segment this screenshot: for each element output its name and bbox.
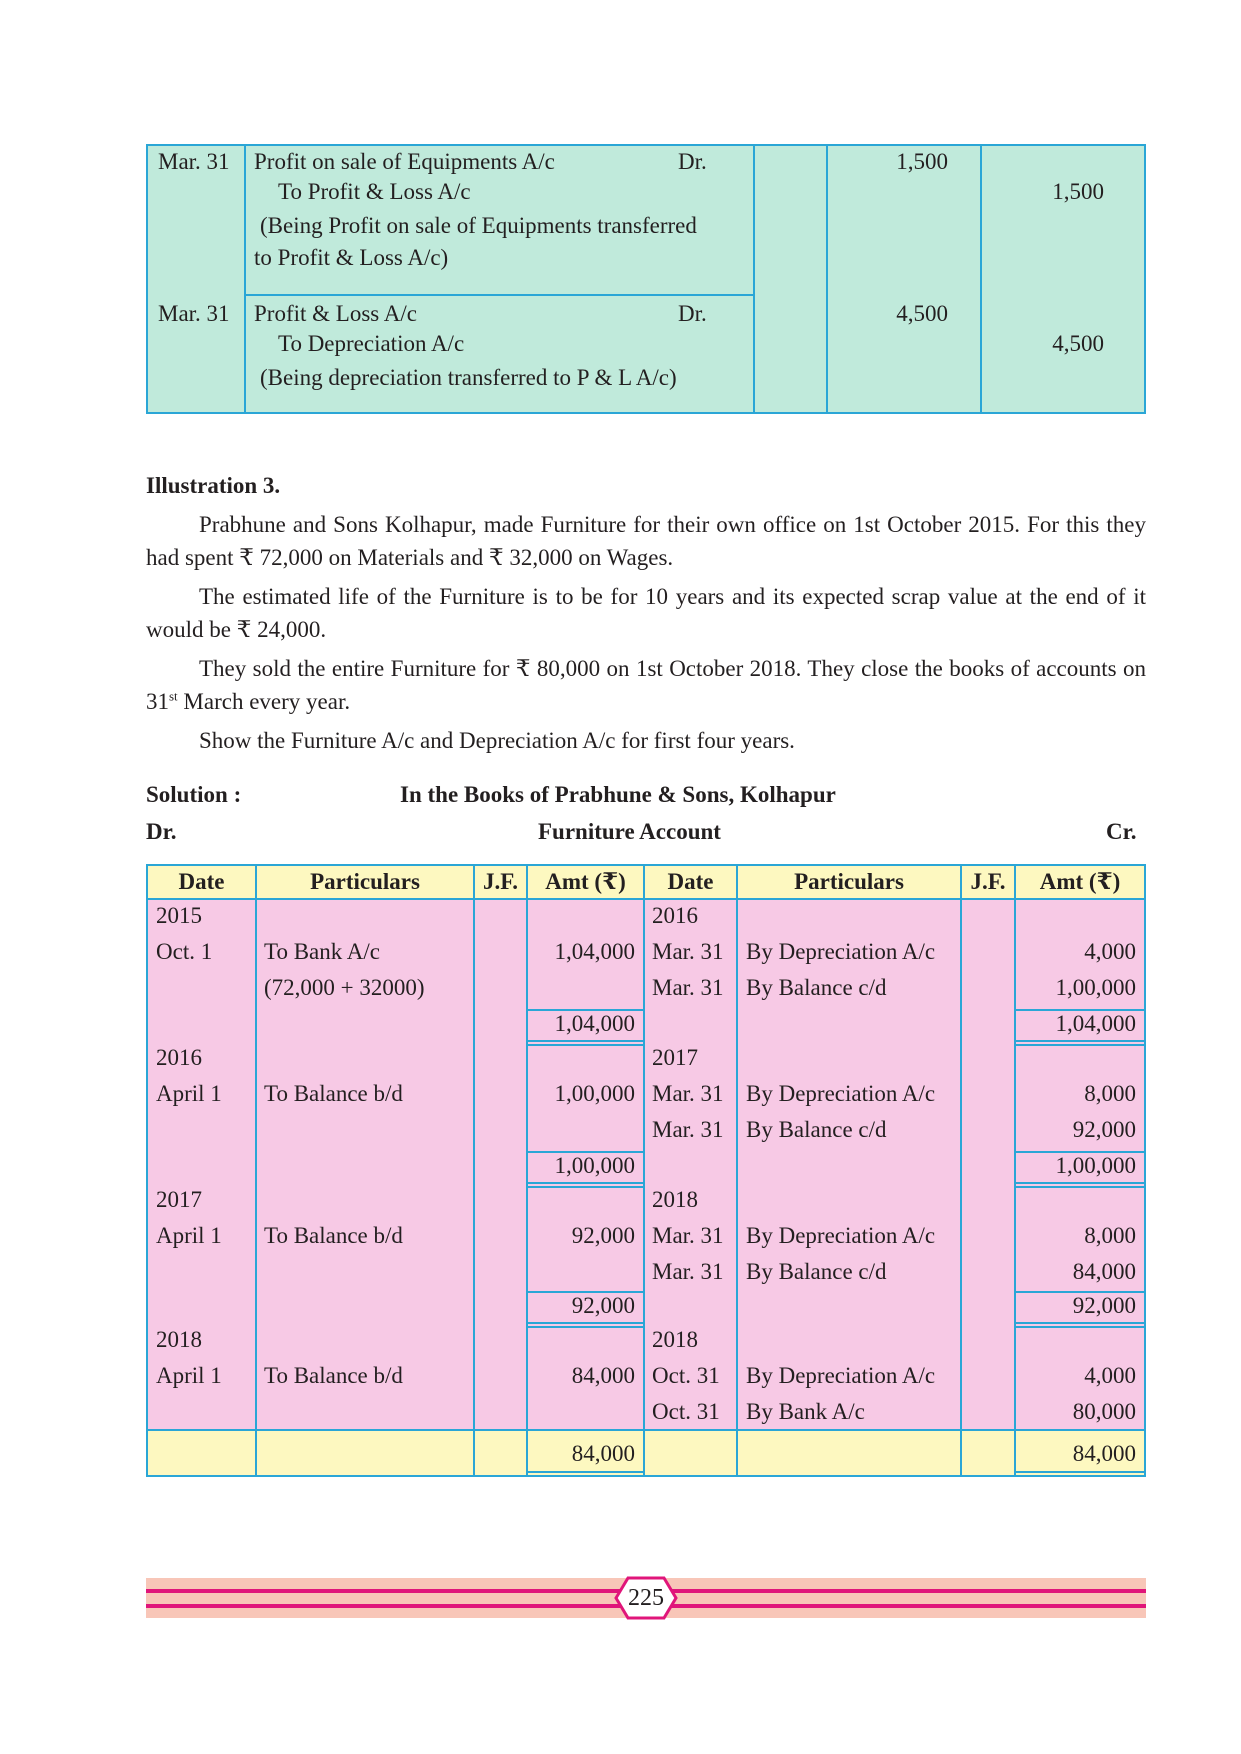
header-particulars: Particulars <box>310 869 420 894</box>
ledger-total: 84,000 <box>571 1441 635 1466</box>
subtotal-rule <box>1016 1182 1144 1184</box>
ledger-year: 2018 <box>156 1327 202 1352</box>
ledger-date: April 1 <box>156 1223 222 1248</box>
ledger-date: April 1 <box>156 1363 222 1388</box>
ledger-amount: 1,00,000 <box>1055 975 1136 1000</box>
ledger-date: Oct. 31 <box>652 1399 720 1424</box>
journal-debit-amount: 1,500 <box>896 149 948 174</box>
ledger-date: Oct. 1 <box>156 939 213 964</box>
ledger-date: Mar. 31 <box>652 1117 724 1142</box>
subtotal-rule <box>1016 1186 1144 1188</box>
page-number: 225 <box>628 1585 664 1611</box>
ledger-particulars: By Depreciation A/c <box>746 1223 936 1248</box>
header-amount: Amt (₹) <box>1039 869 1121 894</box>
ledger-total: 1,00,000 <box>1055 1153 1136 1178</box>
header-amount: Amt (₹) <box>545 869 626 894</box>
journal-col-divider <box>244 146 246 412</box>
ledger-total: 84,000 <box>1072 1441 1136 1466</box>
ledger-particulars: By Balance c/d <box>746 1117 887 1142</box>
cr-label: Cr. <box>1106 819 1137 844</box>
ledger-particulars: By Bank A/c <box>746 1399 865 1424</box>
subtotal-rule <box>528 1471 643 1473</box>
solution-label: Solution : <box>146 782 242 807</box>
ledger-total: 92,000 <box>571 1293 635 1318</box>
header-date: Date <box>667 869 714 894</box>
ledger-date: Mar. 31 <box>652 975 724 1000</box>
journal-col-divider <box>753 146 755 412</box>
paragraph-text: The estimated life of the Furniture is to be for 10 years and its expected scrap value at the end of it would be ₹ 24,000. <box>146 584 1146 642</box>
books-title: In the Books of Prabhune & Sons, Kolhapur <box>400 782 836 807</box>
journal-narration: (Being depreciation transferred to P & L A/c) <box>260 365 677 390</box>
ledger-amount: 84,000 <box>571 1363 635 1388</box>
ledger-total: 92,000 <box>1072 1293 1136 1318</box>
ledger-date: Mar. 31 <box>652 1081 724 1106</box>
ledger-year: 2016 <box>156 1045 202 1070</box>
header-jf: J.F. <box>483 869 518 894</box>
ledger-year: 2015 <box>156 903 202 928</box>
ledger-date: Mar. 31 <box>652 1259 724 1284</box>
superscript: st <box>169 688 178 704</box>
ledger-amount: 1,04,000 <box>554 939 635 964</box>
journal-date: Mar. 31 <box>158 149 230 174</box>
illustration-paragraph <box>146 508 1146 574</box>
journal-col-divider <box>826 146 828 412</box>
subtotal-rule <box>528 1326 643 1328</box>
ledger-date: Mar. 31 <box>652 1223 724 1248</box>
ledger-year: 2017 <box>652 1045 698 1070</box>
account-title: Furniture Account <box>538 819 721 844</box>
journal-credit-account: To Depreciation A/c <box>278 331 465 356</box>
ledger-particulars: By Depreciation A/c <box>746 939 936 964</box>
ledger-total: 1,04,000 <box>1055 1011 1136 1036</box>
subtotal-rule <box>528 1040 643 1042</box>
subtotal-rule <box>528 1186 643 1188</box>
ledger-amount: 8,000 <box>1084 1223 1136 1248</box>
subtotal-rule <box>1016 1471 1144 1473</box>
journal-narration: to Profit & Loss A/c) <box>254 245 449 270</box>
header-jf: J.F. <box>970 869 1006 894</box>
ledger-particulars: By Depreciation A/c <box>746 1081 936 1106</box>
ledger-amount: 84,000 <box>1072 1259 1136 1284</box>
paragraph-text <box>146 652 1146 718</box>
ledger-particulars: By Balance c/d <box>746 1259 887 1284</box>
subtotal-rule <box>528 1182 643 1184</box>
journal-narration: (Being Profit on sale of Equipments transferred <box>260 213 697 238</box>
subtotal-rule <box>1016 1326 1144 1328</box>
journal-dr-label: Dr. <box>678 149 707 174</box>
journal-credit-amount: 1,500 <box>1052 179 1104 204</box>
journal-row-divider <box>244 294 755 296</box>
illustration-paragraph <box>146 580 1146 646</box>
ledger-amount: 4,000 <box>1084 1363 1136 1388</box>
paragraph-text-part: They sold the entire Furniture for ₹ 80,000 on 1st October 2018. They close the books of accounts on 31 <box>146 656 1146 714</box>
ledger-date: Oct. 31 <box>652 1363 720 1388</box>
illustration-paragraph <box>146 724 1146 757</box>
header-particulars: Particulars <box>794 869 904 894</box>
ledger-total-row <box>148 1429 1144 1475</box>
journal-dr-label: Dr. <box>678 301 707 326</box>
ledger-year: 2016 <box>652 903 698 928</box>
ledger-particulars: By Balance c/d <box>746 975 887 1000</box>
ledger-particulars: (72,000 + 32000) <box>264 975 425 1000</box>
ledger-date: April 1 <box>156 1081 222 1106</box>
dr-label: Dr. <box>146 819 177 844</box>
ledger-total: 1,04,000 <box>554 1011 635 1036</box>
ledger-col-divider <box>643 866 645 1475</box>
paragraph-text: Prabhune and Sons Kolhapur, made Furniture for their own office on 1st October 2015. For this they had spent ₹ 72,000 on Materials and ₹ 32,000 on Wages. <box>146 512 1146 570</box>
journal-table <box>146 144 1146 414</box>
ledger-particulars: To Balance b/d <box>264 1081 403 1106</box>
subtotal-rule <box>1016 1322 1144 1324</box>
ledger-col-divider <box>960 866 962 1475</box>
subtotal-rule <box>1016 1044 1144 1046</box>
journal-debit-amount: 4,500 <box>896 301 948 326</box>
subtotal-rule <box>528 1322 643 1324</box>
journal-date: Mar. 31 <box>158 301 230 326</box>
ledger-col-divider <box>255 866 257 1475</box>
ledger-amount: 1,00,000 <box>554 1081 635 1106</box>
ledger-col-divider <box>736 866 738 1475</box>
furniture-ledger <box>146 864 1146 1477</box>
paragraph-text: Show the Furniture A/c and Depreciation A/c for first four years. <box>199 728 795 753</box>
ledger-year: 2018 <box>652 1187 698 1212</box>
ledger-total: 1,00,000 <box>554 1153 635 1178</box>
journal-credit-amount: 4,500 <box>1052 331 1104 356</box>
ledger-particulars: To Balance b/d <box>264 1223 403 1248</box>
journal-col-divider <box>980 146 982 412</box>
ledger-amount: 92,000 <box>1072 1117 1136 1142</box>
ledger-year: 2018 <box>652 1327 698 1352</box>
subtotal-rule <box>1016 1040 1144 1042</box>
ledger-amount: 80,000 <box>1072 1399 1136 1424</box>
illustration-title: Illustration 3. <box>146 473 281 498</box>
journal-debit-account: Profit & Loss A/c <box>254 301 417 326</box>
ledger-amount: 4,000 <box>1084 939 1136 964</box>
ledger-col-divider <box>473 866 475 1475</box>
header-date: Date <box>178 869 225 894</box>
paragraph-text-part: March every year. <box>177 689 351 714</box>
journal-credit-account: To Profit & Loss A/c <box>278 179 471 204</box>
journal-debit-account: Profit on sale of Equipments A/c <box>254 149 555 174</box>
ledger-particulars: By Depreciation A/c <box>746 1363 936 1388</box>
ledger-year: 2017 <box>156 1187 202 1212</box>
ledger-particulars: To Balance b/d <box>264 1363 403 1388</box>
ledger-amount: 92,000 <box>571 1223 635 1248</box>
illustration-paragraph <box>146 652 1146 718</box>
ledger-amount: 8,000 <box>1084 1081 1136 1106</box>
subtotal-rule <box>528 1044 643 1046</box>
ledger-date: Mar. 31 <box>652 939 724 964</box>
ledger-particulars: To Bank A/c <box>264 939 380 964</box>
